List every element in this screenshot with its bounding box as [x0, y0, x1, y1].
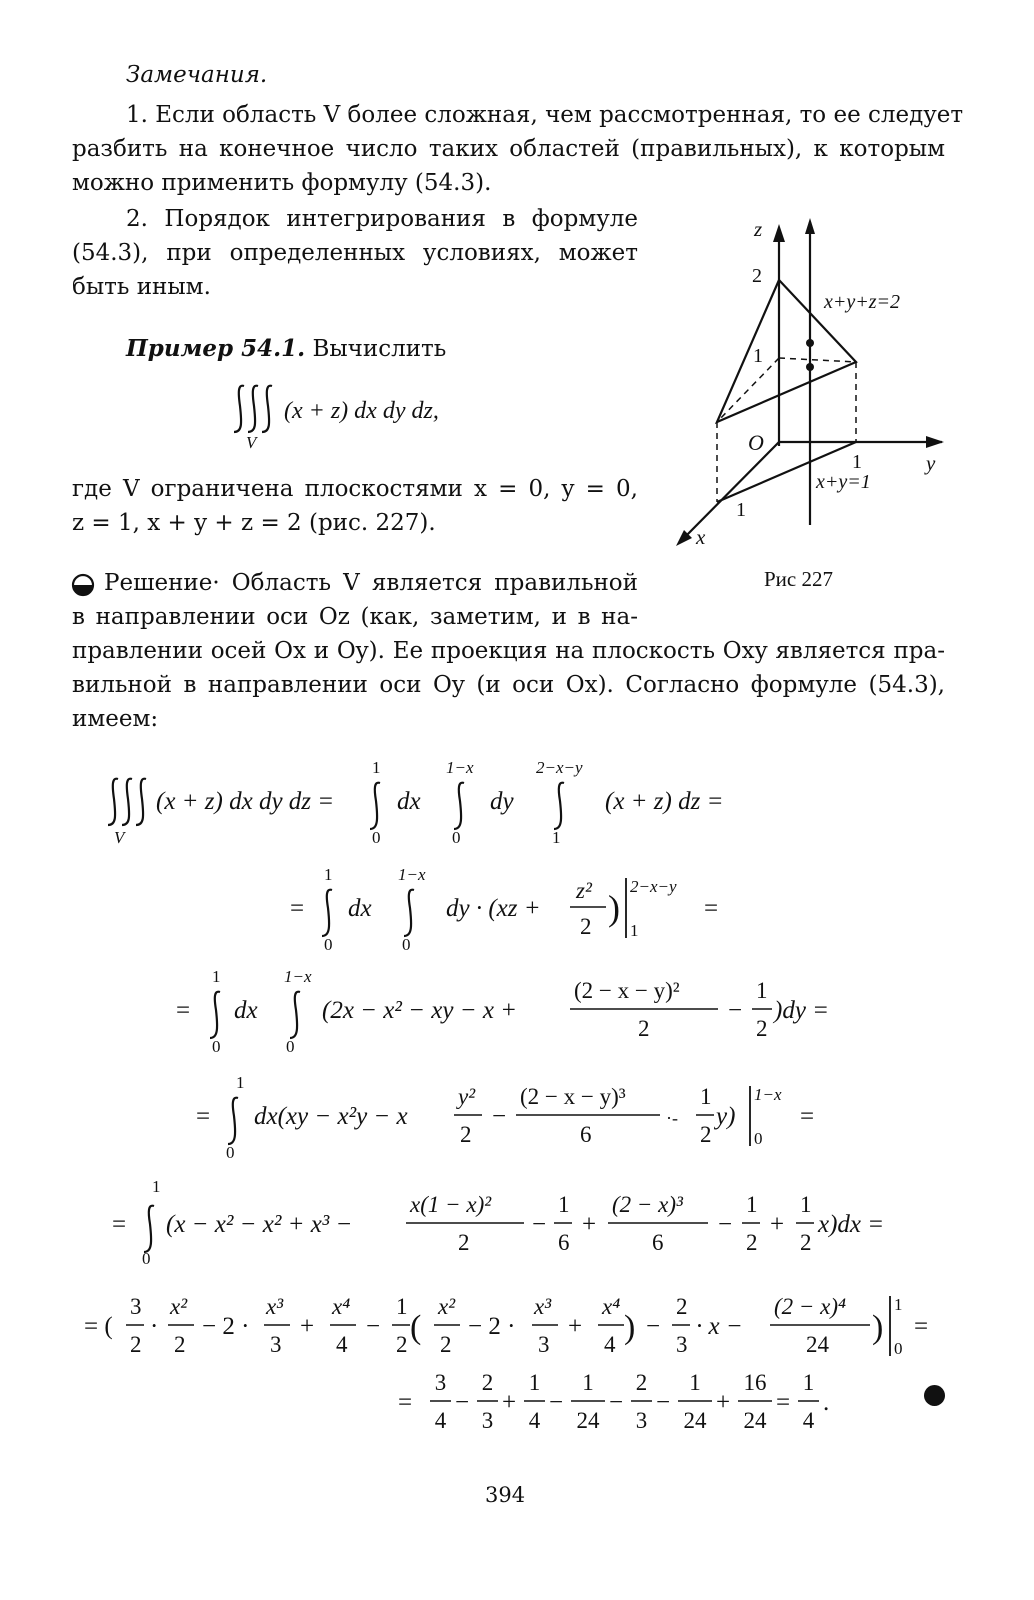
integral-sign	[370, 783, 380, 829]
eq6-lead: = (	[84, 1313, 113, 1340]
eq6-m1: − 2 ·	[202, 1313, 250, 1340]
equation-5	[112, 1178, 912, 1273]
integral-sign	[228, 1098, 238, 1144]
eq6-f3-num: x³	[266, 1294, 284, 1319]
eq5-p2: +	[770, 1211, 785, 1238]
eq6-open: (	[410, 1309, 422, 1346]
eq5-f5-num: 1	[800, 1192, 812, 1217]
eq5-f5-den: 2	[800, 1230, 812, 1255]
remarks-heading: Замечания.	[126, 62, 268, 88]
eq6-tail: =	[914, 1313, 929, 1340]
eq3-int1-lower: 0	[212, 1037, 221, 1056]
eq5-body: (x − x² − x² + x³ −	[166, 1211, 353, 1238]
eq5-int-upper: 1	[152, 1177, 161, 1196]
eq6-f8-den: 4	[604, 1332, 616, 1357]
eq5-f2-num: 1	[558, 1192, 570, 1217]
eq6-m3: − 2 ·	[468, 1313, 516, 1340]
remark-1-line-2: разбить на конечное число таких областей (правильных), к которым	[72, 136, 945, 162]
eq6-close: )	[624, 1309, 636, 1346]
eq6-sub-upper: 1	[894, 1295, 903, 1314]
eq3-int2-lower: 0	[286, 1037, 295, 1056]
eq2-int1-lower: 0	[324, 935, 333, 954]
remark-2-line-2: (54.3), при определенных условиях, может	[72, 240, 638, 266]
solution-line-5: имеем:	[72, 706, 159, 732]
integral-sign	[454, 783, 464, 829]
eq1-d2: dy	[490, 788, 514, 815]
eq7-term-6-denominator: 24	[743, 1408, 767, 1433]
eq1-int2-upper: 1−x	[446, 758, 474, 777]
equation-7	[398, 1360, 888, 1450]
eq6-f1-num: 3	[130, 1294, 142, 1319]
eq6-f3-den: 3	[270, 1332, 282, 1357]
eq1-int2-lower: 0	[452, 828, 461, 847]
eq5-int-lower: 0	[142, 1249, 151, 1268]
eq7-term-3-numerator: 1	[582, 1370, 594, 1395]
eq5-lead: =	[112, 1211, 127, 1238]
eq7-lead: =	[398, 1389, 413, 1416]
eq3-int1-upper: 1	[212, 967, 221, 986]
eq6-f6-num: x²	[438, 1294, 456, 1319]
eq3-frac-den: 2	[638, 1016, 650, 1041]
paren-close: )	[608, 888, 620, 928]
eq2-frac-num: z²	[576, 878, 592, 903]
eq7-term-2-operator: −	[549, 1389, 564, 1416]
eq7-term-5-denominator: 24	[683, 1408, 707, 1433]
eq7-term-2-numerator: 1	[528, 1370, 541, 1395]
eq6-f6-den: 2	[440, 1332, 452, 1357]
eq2-body: dy · (xz +	[446, 895, 541, 922]
eq7-term-1-numerator: 2	[481, 1370, 494, 1395]
eq6-close2: )	[872, 1309, 884, 1346]
eq5-m2: −	[718, 1211, 733, 1238]
eq7-term-0-numerator: 3	[434, 1370, 447, 1395]
eq5-f1-den: 2	[458, 1230, 470, 1255]
integral-sign	[322, 890, 332, 936]
tick-z-2: 2	[752, 265, 762, 287]
eq5-f1-num: x(1 − x)²	[410, 1192, 492, 1217]
integral-sign	[404, 890, 414, 936]
eq6-f9-num: 2	[676, 1294, 688, 1319]
eq4-sub-lower: 0	[754, 1129, 763, 1148]
tick-z-1: 1	[753, 345, 763, 367]
solution-line-2: в направлении оси Oz (как, заметим, и в на-	[72, 604, 638, 630]
eq4-after: y)	[716, 1103, 736, 1130]
eq7-term-1-operator: +	[502, 1389, 517, 1416]
solution-marker-icon	[70, 572, 96, 598]
example-condition-line-1: где V ограничена плоскостями x = 0, y = 0,	[72, 476, 638, 502]
eq2-d1: dx	[348, 895, 372, 922]
eq6-f2-den: 2	[174, 1332, 186, 1357]
example-title: Пример 54.1.	[126, 335, 306, 362]
eq5-f4-den: 2	[746, 1230, 758, 1255]
eq6-p2: +	[568, 1313, 583, 1340]
solution-line-1: Решение· Область V является правильной	[104, 570, 638, 596]
eq2-sub-lower: 1	[630, 921, 639, 940]
eq4-minus: −	[492, 1103, 507, 1130]
integral-sign	[210, 992, 220, 1038]
eq7-term-5-operator: +	[716, 1389, 731, 1416]
eq4-f3-num: 1	[700, 1084, 712, 1109]
eq7-term-6-operator: =	[776, 1389, 791, 1416]
point-upper	[806, 339, 814, 347]
eq1-int1-upper: 1	[372, 758, 381, 777]
eq5-p1: +	[582, 1211, 597, 1238]
eq4-f1-den: 2	[460, 1122, 472, 1147]
eq7-term-3-operator: −	[609, 1389, 624, 1416]
eq1-int1-lower: 0	[372, 828, 381, 847]
eq6-f2-num: x²	[170, 1294, 188, 1319]
eq5-f4-num: 1	[746, 1192, 758, 1217]
eq6-f4-den: 4	[336, 1332, 348, 1357]
eq7-term-1-denominator: 3	[481, 1408, 494, 1433]
example-integrand: (x + z) dx dy dz,	[284, 398, 439, 424]
eq4-f3-den: 2	[700, 1122, 712, 1147]
example-condition-line-2: z = 1, x + y + z = 2 (рис. 227).	[72, 510, 436, 536]
eq5-f2-den: 6	[558, 1230, 570, 1255]
eq4-lead: =	[196, 1103, 211, 1130]
eq6-f5-den: 2	[396, 1332, 408, 1357]
eq7-term-6-numerator: 16	[743, 1370, 767, 1395]
example-title-rest: Вычислить	[312, 336, 447, 362]
axis-z-label: z	[754, 217, 763, 241]
eq5-tail: x)dx =	[818, 1211, 885, 1238]
eq6-f9-den: 3	[676, 1332, 688, 1357]
triple-integral-sign	[234, 386, 272, 432]
eq3-tail: )dy =	[774, 997, 830, 1024]
eq6-f1-den: 2	[130, 1332, 142, 1357]
eq6-f7-num: x³	[534, 1294, 552, 1319]
eq6-p1: +	[300, 1313, 315, 1340]
line-label: x+y=1	[816, 471, 871, 493]
axis-x-label: x	[696, 525, 706, 549]
eq6-f10-den: 24	[806, 1332, 829, 1357]
eq5-f3-num: (2 − x)³	[612, 1192, 683, 1217]
remark-2-line-1: 2. Порядок интегрирования в формуле	[126, 206, 638, 232]
example-heading	[126, 333, 446, 365]
eq1-d1: dx	[397, 788, 421, 815]
eq6-mid: · x −	[696, 1313, 743, 1340]
eq3-frac-num: (2 − x − y)²	[574, 978, 680, 1003]
example-region-label: V	[246, 433, 257, 452]
hidden-edge-x	[717, 358, 779, 422]
eq4-sub-upper: 1−x	[754, 1085, 782, 1104]
remark-2-line-3: быть иным.	[72, 274, 211, 300]
end-of-solution-marker	[924, 1385, 945, 1406]
eq4-f1-num: y²	[458, 1084, 476, 1109]
figure-caption: Рис 227	[764, 567, 833, 591]
eq7-term-0-operator: −	[455, 1389, 470, 1416]
eq2-sub-upper: 2−x−y	[630, 877, 677, 896]
point-lower	[806, 363, 814, 371]
equation-3	[176, 964, 856, 1059]
eq4-tail: =	[800, 1103, 815, 1130]
eq7-term-2-denominator: 4	[528, 1408, 541, 1433]
eq3-minus: −	[728, 997, 743, 1024]
eq7-term-4-numerator: 2	[635, 1370, 648, 1395]
eq3-int2-upper: 1−x	[284, 967, 312, 986]
eq5-m1: −	[532, 1211, 547, 1238]
equation-1	[100, 755, 780, 850]
eq6-sub-lower: 0	[894, 1339, 903, 1358]
eq7-term-4-denominator: 3	[635, 1408, 648, 1433]
eq6-m4: −	[646, 1313, 661, 1340]
eq4-int-upper: 1	[236, 1073, 245, 1092]
eq4-f2-den: 6	[580, 1122, 592, 1147]
eq4-body: dx(xy − x²y − x	[254, 1103, 408, 1130]
solution-line-4: вильной в направлении оси Oy (и оси Ox). Согласно формуле (54.3),	[72, 672, 945, 698]
eq7-term-5-numerator: 1	[689, 1370, 701, 1395]
eq2-tail: =	[704, 895, 719, 922]
hidden-edge-y	[779, 358, 856, 362]
origin-label: O	[748, 430, 764, 455]
line-arrowhead	[805, 218, 815, 234]
eq2-int2-upper: 1−x	[398, 865, 426, 884]
eq7-term-0-denominator: 4	[434, 1408, 447, 1433]
eq7-term-7-operator: .	[823, 1389, 830, 1416]
y-arrowhead	[926, 436, 944, 448]
figure-227	[660, 210, 980, 610]
tick-y-1: 1	[852, 451, 862, 473]
eq4-int-lower: 0	[226, 1143, 235, 1162]
equation-2	[290, 862, 750, 957]
eq6-f7-den: 3	[538, 1332, 550, 1357]
page-number: 394	[485, 1483, 526, 1507]
triple-integral-sign	[108, 779, 146, 825]
eq6-f4-num: x⁴	[332, 1294, 351, 1319]
eq1-integrand: (x + z) dz =	[605, 788, 724, 815]
solution-line-3: правлении осей Ox и Oy). Ее проекция на плоскость Oxy является пра-	[72, 638, 945, 664]
eq1-int3-upper: 2−x−y	[536, 758, 583, 777]
eq1-int3-lower: 1	[552, 828, 561, 847]
eq1-lhs: (x + z) dx dy dz =	[156, 788, 335, 815]
eq4-separator: ·-	[666, 1108, 678, 1128]
x-axis	[680, 442, 779, 542]
tick-x-1: 1	[736, 499, 746, 521]
eq3-half-den: 2	[756, 1016, 768, 1041]
eq7-term-7-denominator: 4	[802, 1408, 815, 1433]
integral-sign	[554, 783, 564, 829]
eq3-lead: =	[176, 997, 191, 1024]
eq7-term-4-operator: −	[656, 1389, 671, 1416]
eq2-int1-upper: 1	[324, 865, 333, 884]
eq3-body: (2x − x² − xy − x +	[322, 997, 518, 1024]
eq2-int2-lower: 0	[402, 935, 411, 954]
eq2-frac-den: 2	[580, 914, 592, 939]
eq7-term-3-denominator: 24	[576, 1408, 600, 1433]
example-integral	[228, 380, 488, 450]
axis-y-label: y	[926, 451, 936, 475]
remark-1-line-3: можно применить формулу (54.3).	[72, 170, 492, 196]
eq3-d1: dx	[234, 997, 258, 1024]
remark-1-line-1: 1. Если область V более сложная, чем рассмотренная, то ее следует	[126, 102, 964, 128]
plane-label: x+y+z=2	[824, 291, 901, 313]
eq6-dot1: ·	[150, 1313, 159, 1340]
eq6-f10-num: (2 − x)⁴	[774, 1294, 847, 1319]
eq7-term-7-numerator: 1	[802, 1370, 815, 1395]
z-arrowhead	[773, 224, 785, 242]
integral-sign	[290, 992, 300, 1038]
eq2-lead: =	[290, 895, 305, 922]
equation-4	[196, 1070, 836, 1165]
eq6-f8-num: x⁴	[602, 1294, 621, 1319]
eq1-region: V	[114, 828, 125, 847]
eq6-m2: −	[366, 1313, 381, 1340]
eq6-f5-num: 1	[396, 1294, 408, 1319]
eq5-f3-den: 6	[652, 1230, 664, 1255]
integral-sign	[144, 1206, 154, 1252]
eq4-f2-num: (2 − x − y)³	[520, 1084, 626, 1109]
eq3-half-num: 1	[756, 978, 768, 1003]
